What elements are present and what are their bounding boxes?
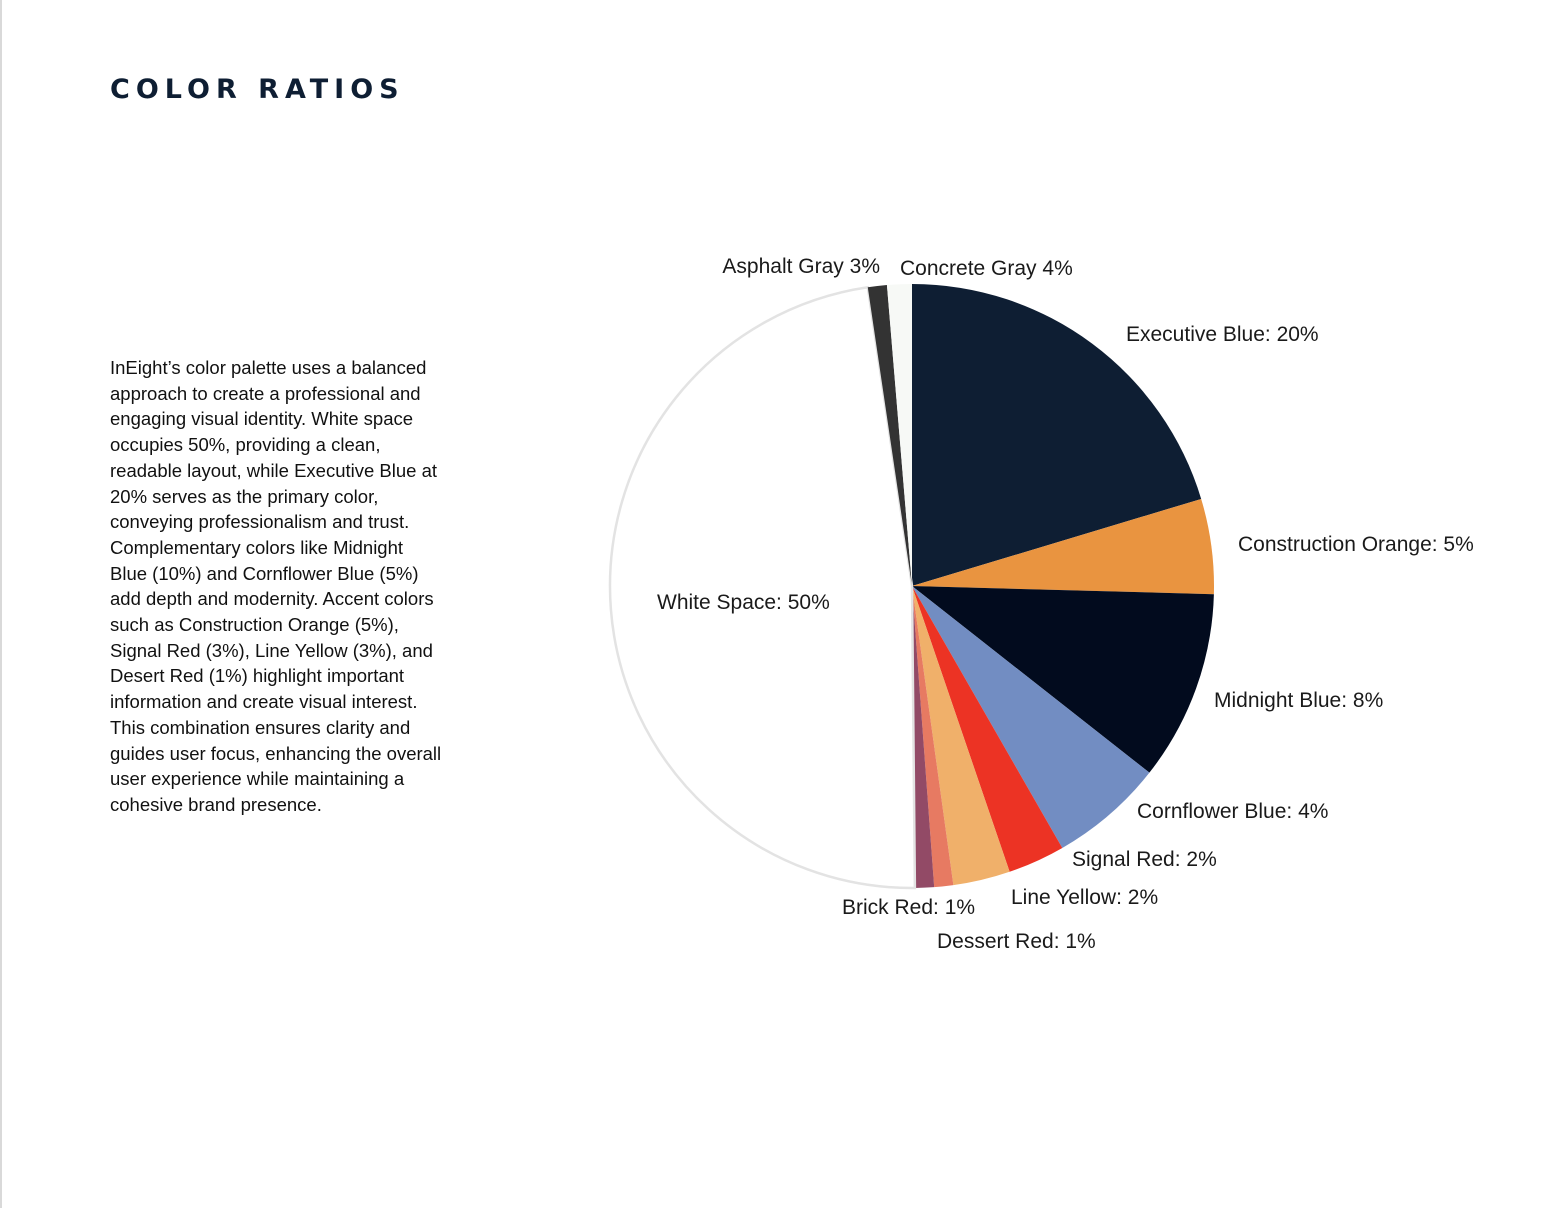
pie-label-signal-red: Signal Red: 2%: [1072, 848, 1217, 871]
pie-label-asphalt-gray: Asphalt Gray 3%: [722, 255, 880, 278]
pie-label-construction-orange: Construction Orange: 5%: [1238, 533, 1474, 556]
pie-label-dessert-red: Dessert Red: 1%: [937, 930, 1096, 953]
pie-label-midnight-blue: Midnight Blue: 8%: [1214, 689, 1384, 712]
page-title: COLOR RATIOS: [110, 74, 405, 105]
pie-label-cornflower-blue: Cornflower Blue: 4%: [1137, 800, 1329, 823]
pie-label-executive-blue: Executive Blue: 20%: [1126, 323, 1319, 346]
pie-label-brick-red: Brick Red: 1%: [842, 896, 976, 919]
description-paragraph: InEight’s color palette uses a balanced approach to create a professional and engaging visual identity. White space occupies 50%, providing a clean, readable layout, while Executive Blue at 20% serves as the primary color, conveying professionalism and trust. Complementary colors like Midnight Blue (10%) and Cornflower Blue (5%) add depth and modernity. Accent colors such as Construction Orange (5%), Signal Red (3%), Line Yellow (3%), and Desert Red (1%) highlight important information and create visual interest. This combination ensures clarity and guides user focus, enhancing the overall user experience while maintaining a cohesive brand presence.: [110, 357, 442, 815]
pie-slice-white-space: [610, 287, 915, 888]
pie-label-concrete-gray: Concrete Gray 4%: [900, 257, 1073, 280]
pie-slices: [610, 284, 1214, 888]
pie-label-white-space: White Space: 50%: [657, 591, 830, 614]
pie-label-line-yellow: Line Yellow: 2%: [1011, 886, 1159, 909]
